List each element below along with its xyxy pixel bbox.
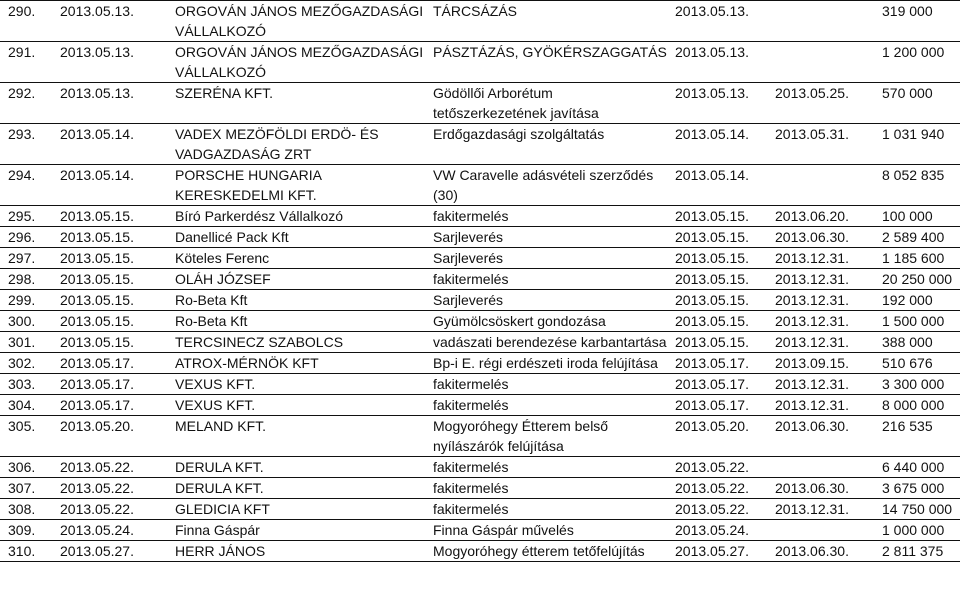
start-date-cell: 2013.05.24. — [667, 520, 767, 541]
table-row — [0, 42, 960, 83]
date-cell: 2013.05.22. — [52, 478, 167, 499]
amount-cell: 14 750 000 — [874, 499, 960, 520]
row-number-cell: 310. — [0, 541, 52, 562]
contractor-cell: Ro-Beta Kft — [167, 311, 425, 332]
start-date-cell: 2013.05.13. — [667, 83, 767, 124]
start-date-cell: 2013.05.14. — [667, 165, 767, 206]
start-date-cell: 2013.05.22. — [667, 478, 767, 499]
amount-cell: 1 200 000 — [874, 42, 960, 83]
date-cell: 2013.05.15. — [52, 311, 167, 332]
row-number-cell: 301. — [0, 332, 52, 353]
contractor-cell: ORGOVÁN JÁNOS MEZŐGAZDASÁGI VÁLLALKOZÓ — [167, 42, 425, 83]
end-date-cell: 2013.12.31. — [767, 332, 874, 353]
table-row — [0, 1, 960, 42]
start-date-cell: 2013.05.15. — [667, 269, 767, 290]
contractor-cell: Bíró Parkerdész Vállalkozó — [167, 206, 425, 227]
date-cell: 2013.05.22. — [52, 457, 167, 478]
work-description-cell: PÁSZTÁZÁS, GYÖKÉRSZAGGATÁS — [425, 42, 667, 83]
work-description-cell: fakitermelés — [425, 478, 667, 499]
start-date-cell: 2013.05.17. — [667, 353, 767, 374]
table-row — [0, 227, 960, 248]
work-description-cell: VW Caravelle adásvételi szerződés (30) — [425, 165, 667, 206]
contractor-cell: ORGOVÁN JÁNOS MEZŐGAZDASÁGI VÁLLALKOZÓ — [167, 1, 425, 42]
contractor-cell: OLÁH JÓZSEF — [167, 269, 425, 290]
amount-cell: 2 811 375 — [874, 541, 960, 562]
date-cell: 2013.05.24. — [52, 520, 167, 541]
start-date-cell: 2013.05.13. — [667, 1, 767, 42]
work-description-cell: Erdőgazdasági szolgáltatás — [425, 124, 667, 165]
amount-cell: 3 675 000 — [874, 478, 960, 499]
table-row — [0, 416, 960, 457]
row-number-cell: 298. — [0, 269, 52, 290]
date-cell: 2013.05.22. — [52, 499, 167, 520]
start-date-cell: 2013.05.27. — [667, 541, 767, 562]
contractor-cell: VEXUS KFT. — [167, 395, 425, 416]
start-date-cell: 2013.05.15. — [667, 248, 767, 269]
work-description-cell: Mogyoróhegy Étterem belső nyílászárók felújítása — [425, 416, 667, 457]
end-date-cell: 2013.12.31. — [767, 374, 874, 395]
amount-cell: 388 000 — [874, 332, 960, 353]
end-date-cell: 2013.06.30. — [767, 416, 874, 457]
work-description-cell: fakitermelés — [425, 206, 667, 227]
work-description-cell: TÁRCSÁZÁS — [425, 1, 667, 42]
date-cell: 2013.05.17. — [52, 395, 167, 416]
row-number-cell: 304. — [0, 395, 52, 416]
register-body — [0, 1, 960, 562]
start-date-cell: 2013.05.15. — [667, 206, 767, 227]
amount-cell: 510 676 — [874, 353, 960, 374]
contractor-cell: PORSCHE HUNGARIA KERESKEDELMI KFT. — [167, 165, 425, 206]
contractor-cell: GLEDICIA KFT — [167, 499, 425, 520]
date-cell: 2013.05.14. — [52, 124, 167, 165]
contractor-cell: ATROX-MÉRNÖK KFT — [167, 353, 425, 374]
start-date-cell: 2013.05.15. — [667, 227, 767, 248]
date-cell: 2013.05.15. — [52, 332, 167, 353]
amount-cell: 3 300 000 — [874, 374, 960, 395]
end-date-cell: 2013.12.31. — [767, 311, 874, 332]
row-number-cell: 291. — [0, 42, 52, 83]
amount-cell: 8 052 835 — [874, 165, 960, 206]
contractor-cell: VEXUS KFT. — [167, 374, 425, 395]
end-date-cell: 2013.12.31. — [767, 395, 874, 416]
table-row — [0, 83, 960, 124]
amount-cell: 1 031 940 — [874, 124, 960, 165]
amount-cell: 570 000 — [874, 83, 960, 124]
work-description-cell: fakitermelés — [425, 395, 667, 416]
date-cell: 2013.05.15. — [52, 227, 167, 248]
contractor-cell: SZERÉNA KFT. — [167, 83, 425, 124]
amount-cell: 2 589 400 — [874, 227, 960, 248]
table-row — [0, 165, 960, 206]
date-cell: 2013.05.13. — [52, 1, 167, 42]
amount-cell: 216 535 — [874, 416, 960, 457]
end-date-cell: 2013.12.31. — [767, 248, 874, 269]
amount-cell: 6 440 000 — [874, 457, 960, 478]
start-date-cell: 2013.05.15. — [667, 311, 767, 332]
table-row — [0, 332, 960, 353]
work-description-cell: fakitermelés — [425, 374, 667, 395]
work-description-cell: fakitermelés — [425, 269, 667, 290]
end-date-cell: 2013.06.30. — [767, 478, 874, 499]
date-cell: 2013.05.13. — [52, 42, 167, 83]
row-number-cell: 299. — [0, 290, 52, 311]
work-description-cell: Gyümölcsöskert gondozása — [425, 311, 667, 332]
work-description-cell: Mogyoróhegy étterem tetőfelújítás — [425, 541, 667, 562]
date-cell: 2013.05.17. — [52, 353, 167, 374]
start-date-cell: 2013.05.14. — [667, 124, 767, 165]
table-row — [0, 499, 960, 520]
contractor-cell: VADEX MEZÖFÖLDI ERDÖ- ÉS VADGAZDASÁG ZRT — [167, 124, 425, 165]
date-cell: 2013.05.13. — [52, 83, 167, 124]
table-row — [0, 457, 960, 478]
date-cell: 2013.05.15. — [52, 290, 167, 311]
amount-cell: 20 250 000 — [874, 269, 960, 290]
contractor-cell: Ro-Beta Kft — [167, 290, 425, 311]
end-date-cell: 2013.06.30. — [767, 541, 874, 562]
table-row — [0, 269, 960, 290]
start-date-cell: 2013.05.22. — [667, 499, 767, 520]
date-cell: 2013.05.15. — [52, 248, 167, 269]
row-number-cell: 300. — [0, 311, 52, 332]
date-cell: 2013.05.15. — [52, 206, 167, 227]
amount-cell: 1 500 000 — [874, 311, 960, 332]
table-row — [0, 311, 960, 332]
end-date-cell — [767, 1, 874, 42]
contractor-cell: Danellicé Pack Kft — [167, 227, 425, 248]
table-row — [0, 374, 960, 395]
row-number-cell: 306. — [0, 457, 52, 478]
date-cell: 2013.05.15. — [52, 269, 167, 290]
end-date-cell — [767, 520, 874, 541]
work-description-cell: Finna Gáspár művelés — [425, 520, 667, 541]
start-date-cell: 2013.05.20. — [667, 416, 767, 457]
contractor-cell: DERULA KFT. — [167, 457, 425, 478]
end-date-cell: 2013.06.30. — [767, 227, 874, 248]
work-description-cell: vadászati berendezése karbantartása — [425, 332, 667, 353]
work-description-cell: Sarjleverés — [425, 248, 667, 269]
work-description-cell: Bp-i E. régi erdészeti iroda felújítása — [425, 353, 667, 374]
table-row — [0, 206, 960, 227]
row-number-cell: 307. — [0, 478, 52, 499]
row-number-cell: 308. — [0, 499, 52, 520]
table-row — [0, 541, 960, 562]
amount-cell: 8 000 000 — [874, 395, 960, 416]
end-date-cell — [767, 42, 874, 83]
amount-cell: 192 000 — [874, 290, 960, 311]
row-number-cell: 303. — [0, 374, 52, 395]
end-date-cell: 2013.09.15. — [767, 353, 874, 374]
row-number-cell: 292. — [0, 83, 52, 124]
amount-cell: 100 000 — [874, 206, 960, 227]
row-number-cell: 297. — [0, 248, 52, 269]
amount-cell: 1 185 600 — [874, 248, 960, 269]
row-number-cell: 290. — [0, 1, 52, 42]
work-description-cell: Sarjleverés — [425, 227, 667, 248]
start-date-cell: 2013.05.17. — [667, 374, 767, 395]
start-date-cell: 2013.05.17. — [667, 395, 767, 416]
contractor-cell: DERULA KFT. — [167, 478, 425, 499]
table-row — [0, 353, 960, 374]
date-cell: 2013.05.27. — [52, 541, 167, 562]
work-description-cell: Gödöllői Arborétum tetőszerkezetének javítása — [425, 83, 667, 124]
table-row — [0, 290, 960, 311]
end-date-cell: 2013.05.25. — [767, 83, 874, 124]
contractor-cell: HERR JÁNOS — [167, 541, 425, 562]
date-cell: 2013.05.17. — [52, 374, 167, 395]
end-date-cell: 2013.12.31. — [767, 290, 874, 311]
row-number-cell: 294. — [0, 165, 52, 206]
work-description-cell: fakitermelés — [425, 457, 667, 478]
row-number-cell: 295. — [0, 206, 52, 227]
end-date-cell: 2013.06.20. — [767, 206, 874, 227]
row-number-cell: 309. — [0, 520, 52, 541]
end-date-cell: 2013.12.31. — [767, 269, 874, 290]
table-row — [0, 124, 960, 165]
row-number-cell: 296. — [0, 227, 52, 248]
work-description-cell: Sarjleverés — [425, 290, 667, 311]
row-number-cell: 302. — [0, 353, 52, 374]
end-date-cell: 2013.12.31. — [767, 499, 874, 520]
end-date-cell — [767, 457, 874, 478]
table-row — [0, 248, 960, 269]
start-date-cell: 2013.05.22. — [667, 457, 767, 478]
contractor-cell: TERCSINECZ SZABOLCS — [167, 332, 425, 353]
table-row — [0, 520, 960, 541]
work-description-cell: fakitermelés — [425, 499, 667, 520]
start-date-cell: 2013.05.15. — [667, 290, 767, 311]
date-cell: 2013.05.14. — [52, 165, 167, 206]
start-date-cell: 2013.05.13. — [667, 42, 767, 83]
row-number-cell: 293. — [0, 124, 52, 165]
end-date-cell: 2013.05.31. — [767, 124, 874, 165]
table-row — [0, 395, 960, 416]
amount-cell: 319 000 — [874, 1, 960, 42]
start-date-cell: 2013.05.15. — [667, 332, 767, 353]
contractor-cell: Finna Gáspár — [167, 520, 425, 541]
table-row — [0, 478, 960, 499]
date-cell: 2013.05.20. — [52, 416, 167, 457]
contractor-cell: Köteles Ferenc — [167, 248, 425, 269]
contractor-cell: MELAND KFT. — [167, 416, 425, 457]
row-number-cell: 305. — [0, 416, 52, 457]
end-date-cell — [767, 165, 874, 206]
amount-cell: 1 000 000 — [874, 520, 960, 541]
